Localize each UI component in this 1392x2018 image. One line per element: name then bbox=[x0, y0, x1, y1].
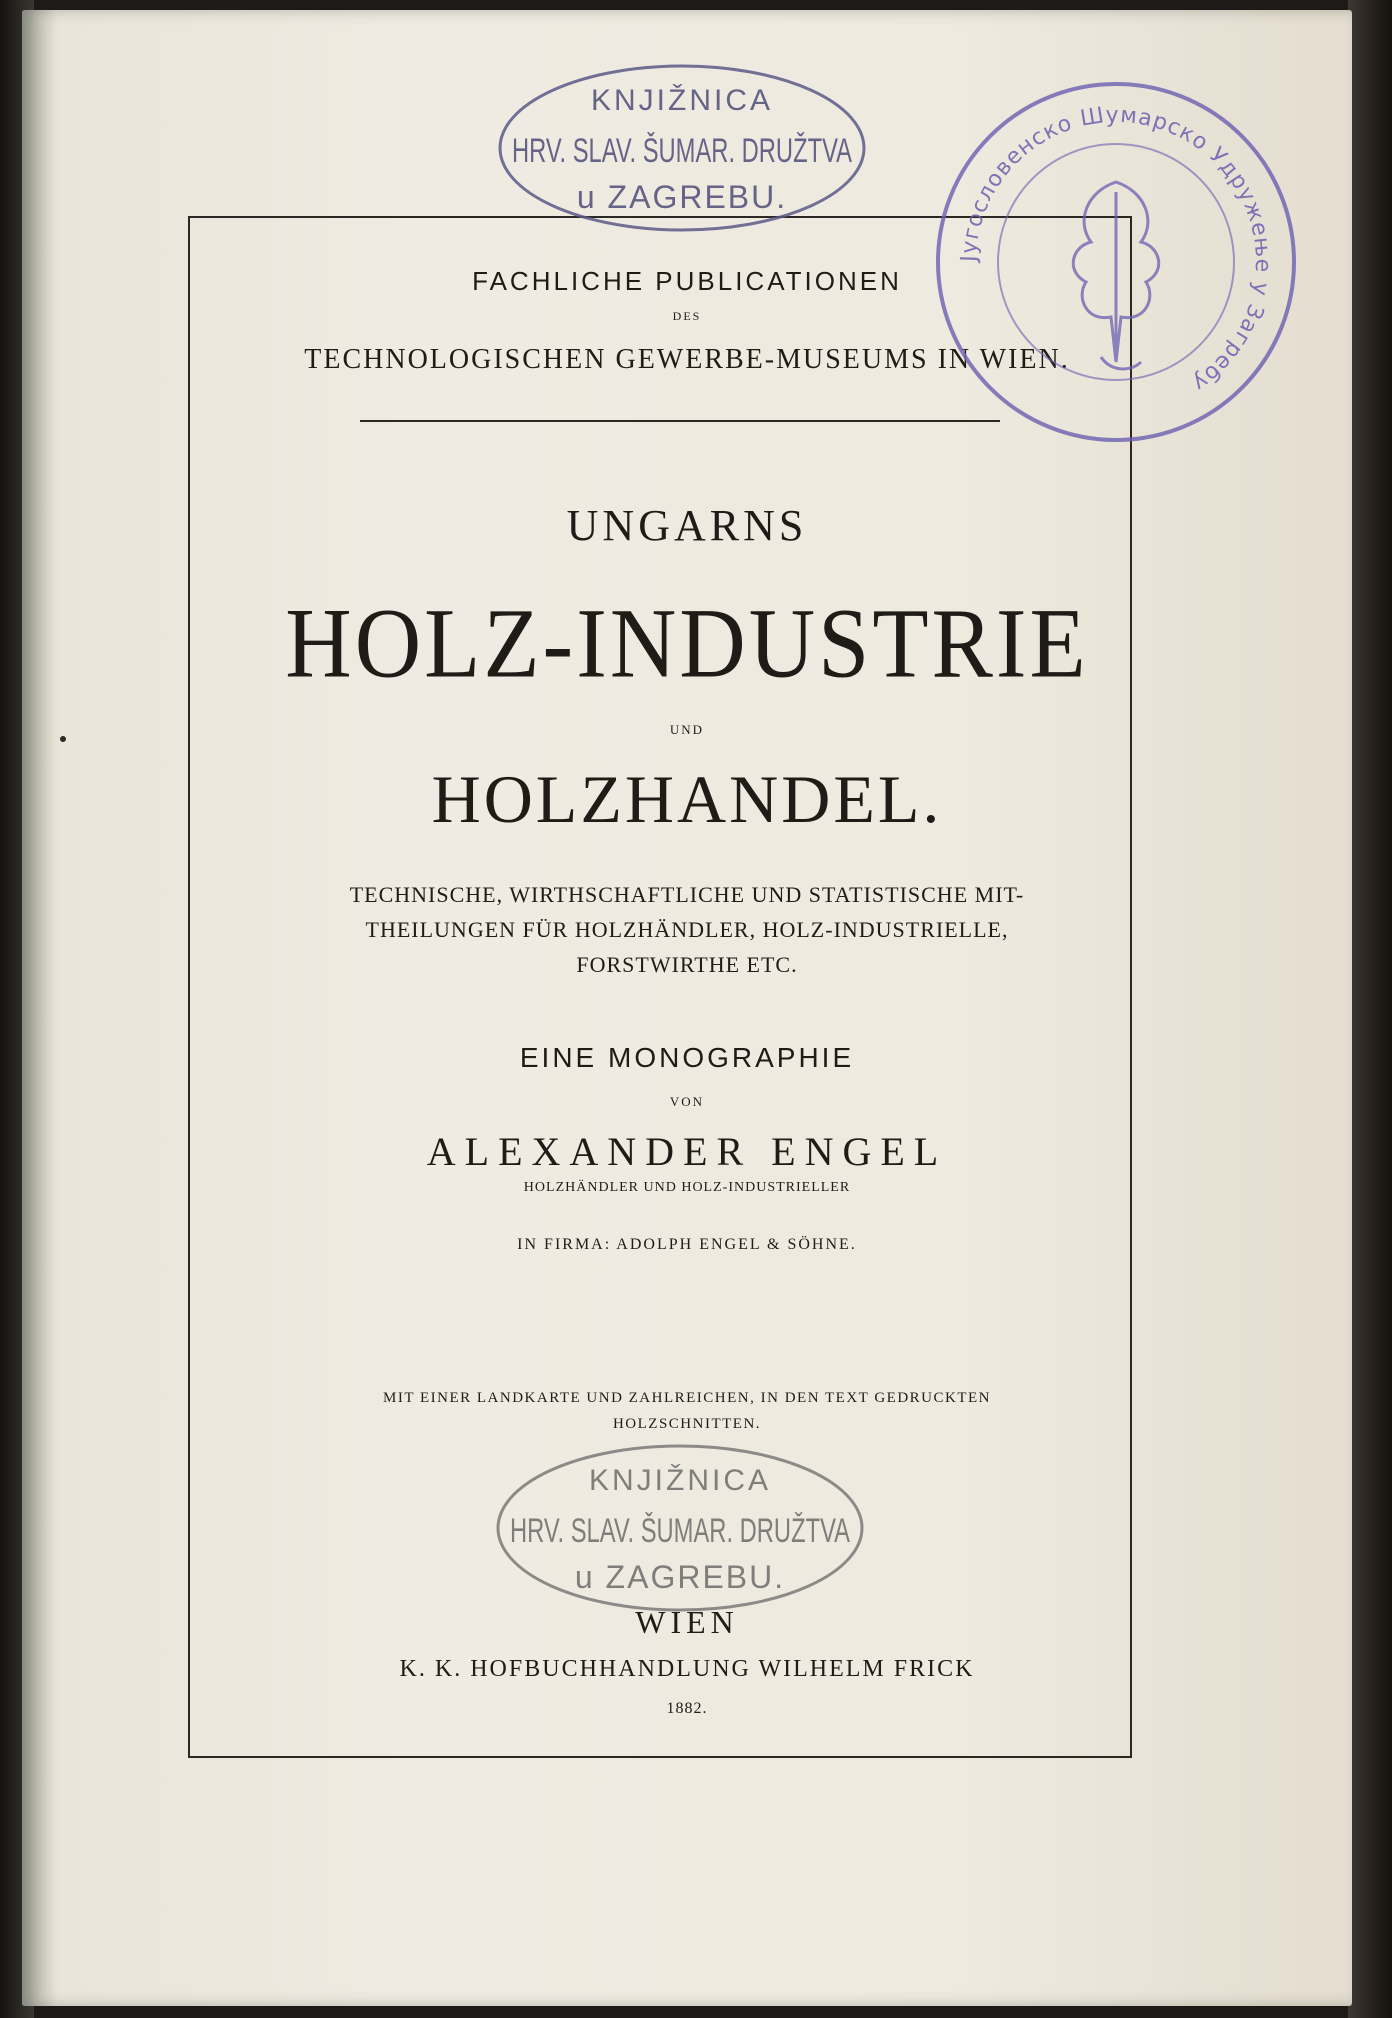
book-edge bbox=[1348, 0, 1392, 2018]
series-museum: TECHNOLOGISCHEN GEWERBE-MUSEUMS IN WIEN. bbox=[304, 344, 1070, 375]
illustration-note-line-1: MIT EINER LANDKARTE UND ZAHLREICHEN, IN DEN TEXT GEDRUCKTEN bbox=[383, 1390, 991, 1406]
stamp-bottom-line-3: u ZAGREBU. bbox=[574, 1559, 786, 1595]
series-title: FACHLICHE PUBLICATIONEN bbox=[472, 266, 902, 296]
author-role: HOLZHÄNDLER UND HOLZ-INDUSTRIELLER bbox=[523, 1180, 851, 1195]
society-round-stamp bbox=[926, 72, 1306, 452]
title-conjunction: UND bbox=[669, 722, 705, 737]
divider-rule bbox=[360, 420, 1000, 422]
title-second: HOLZHANDEL. bbox=[431, 761, 943, 837]
stamp-top-line-2: HRV. SLAV. ŠUMAR. DRUŽTVA bbox=[512, 132, 853, 170]
title-pre: UNGARNS bbox=[566, 501, 808, 550]
imprint-year: 1882. bbox=[666, 1700, 708, 1717]
von-label: VON bbox=[669, 1094, 705, 1109]
series-des: DES bbox=[672, 309, 702, 323]
description-line-2: THEILUNGEN FÜR HOLZHÄNDLER, HOLZ-INDUSTRIELLE, bbox=[365, 917, 1009, 942]
ink-speck bbox=[60, 736, 66, 742]
author-firm: IN FIRMA: ADOLPH ENGEL & SÖHNE. bbox=[517, 1236, 857, 1253]
author-name: ALEXANDER ENGEL bbox=[426, 1129, 948, 1174]
oak-leaf-icon bbox=[1073, 182, 1158, 369]
monograph-label: EINE MONOGRAPHIE bbox=[519, 1042, 855, 1073]
imprint-city: WIEN bbox=[635, 1604, 739, 1640]
society-stamp-ring-text: Југословенско Шумарско Удружење у Загребу bbox=[956, 102, 1276, 397]
title-main: HOLZ-INDUSTRIE bbox=[285, 587, 1089, 699]
stamp-top-line-3: u ZAGREBU. bbox=[576, 179, 788, 215]
library-stamp-top bbox=[492, 58, 872, 238]
description-line-1: TECHNISCHE, WIRTHSCHAFTLICHE UND STATISTISCHE MIT- bbox=[349, 882, 1025, 907]
stamp-bottom-line-1: KNJIŽNICA bbox=[588, 1464, 772, 1497]
stamp-top-line-1: KNJIŽNICA bbox=[590, 84, 774, 117]
stamp-bottom-line-2: HRV. SLAV. ŠUMAR. DRUŽTVA bbox=[510, 1512, 851, 1550]
imprint-publisher: K. K. HOFBUCHHANDLUNG WILHELM FRICK bbox=[399, 1656, 975, 1682]
description-line-3: FORSTWIRTHE ETC. bbox=[576, 952, 798, 977]
library-stamp-bottom bbox=[490, 1438, 870, 1618]
illustration-note-line-2: HOLZSCHNITTEN. bbox=[612, 1416, 762, 1432]
title-page bbox=[22, 10, 1352, 2006]
